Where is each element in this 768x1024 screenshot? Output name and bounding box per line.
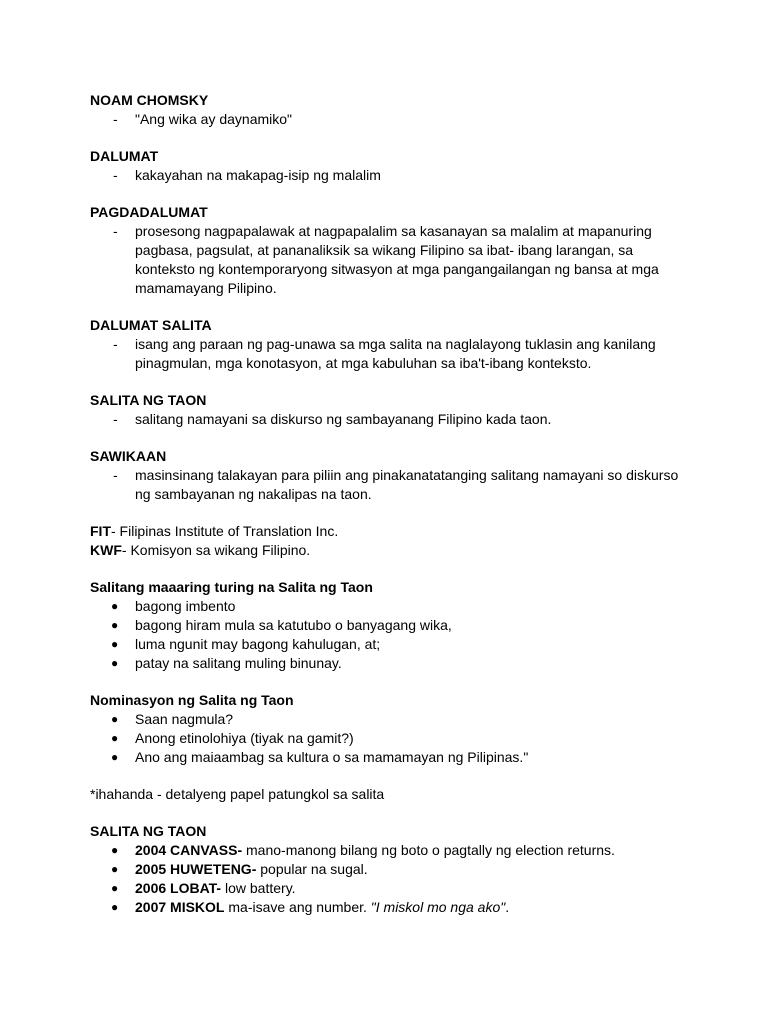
word-year-example: "I miskol mo nga ako" <box>370 899 506 915</box>
abbreviation-definition: - Filipinas Institute of Translation Inc. <box>111 523 339 539</box>
section-words-of-year <box>90 822 690 917</box>
section-heading: Nominasyon ng Salita ng Taon <box>90 692 294 708</box>
section-heading: SALITA NG TAON <box>90 823 207 839</box>
dash-list <box>90 166 690 185</box>
list-item <box>90 729 690 748</box>
list-item <box>90 616 690 635</box>
dash-marker: - <box>113 411 118 427</box>
dash-list <box>90 410 690 429</box>
section-heading: SAWIKAAN <box>90 448 167 464</box>
list-item <box>90 654 690 673</box>
list-item-text: Anong etinolohiya (tiyak na gamit?) <box>135 730 354 746</box>
list-item-text: masinsinang talakayan para piliin ang pinakanatatanging salitang namayani so diskurso ng sambayanan ng nakalipas na taon. <box>135 467 679 502</box>
list-item <box>90 898 690 917</box>
list-item <box>90 710 690 729</box>
section-heading: Salitang maaaring turing na Salita ng Taon <box>90 579 373 595</box>
abbreviation-fit <box>90 522 690 541</box>
list-item-text: "Ang wika ay daynamiko" <box>135 111 293 127</box>
bullet-marker: ● <box>111 712 119 726</box>
section-heading: SALITA NG TAON <box>90 392 207 408</box>
word-year-term: 2007 MISKOL <box>135 899 225 915</box>
list-item-text: prosesong nagpapalawak at nagpapalalim sa kasanayan sa malalim at mapanuring pagbasa, pagsulat, at pananaliksik sa wikang Filipino sa ibat- ibang larangan, sa konteksto ng kontemporaryong sitwasyon at mga pangangailangan ng bansa at mga mamamayang Pilipino. <box>135 223 659 296</box>
section-noam-chomsky <box>90 91 690 129</box>
list-item-text: salitang namayani sa diskurso ng sambayanang Filipino kada taon. <box>135 411 552 427</box>
bullet-marker: ● <box>111 637 119 651</box>
word-year-tail: . <box>505 899 510 915</box>
section-pagdadalumat <box>90 203 690 298</box>
bullet-marker: ● <box>111 862 119 876</box>
abbreviation-definition: - Komisyon sa wikang Filipino. <box>121 542 311 558</box>
dash-list <box>90 466 690 504</box>
section-nomination <box>90 691 690 767</box>
word-year-definition: mano-manong bilang ng boto o pagtally ng election returns. <box>242 842 615 858</box>
note-text: *ihahanda - detalyeng papel patungkol sa salita <box>90 786 385 802</box>
list-item-text: bagong hiram mula sa katutubo o banyagang wika, <box>135 617 452 633</box>
dash-marker: - <box>113 167 118 183</box>
dash-marker: - <box>113 223 118 239</box>
list-item-text: Ano ang maiaambag sa kultura o sa mamamayan ng Pilipinas." <box>135 749 529 765</box>
list-item-text: bagong imbento <box>135 598 236 614</box>
bullet-list <box>90 597 690 673</box>
list-item-text: Saan nagmula? <box>135 711 234 727</box>
bullet-marker: ● <box>111 731 119 745</box>
section-criteria <box>90 578 690 673</box>
word-year-term: 2006 LOBAT- <box>135 880 222 896</box>
list-item-text: luma ngunit may bagong kahulugan, at; <box>135 636 381 652</box>
word-year-definition: low battery. <box>221 880 296 896</box>
section-sawikaan <box>90 447 690 504</box>
word-year-definition: popular na sugal. <box>256 861 368 877</box>
word-year-definition: ma-isave ang number. <box>224 899 371 915</box>
bullet-list <box>90 710 690 767</box>
word-year-term: 2004 CANVASS- <box>135 842 243 858</box>
list-item <box>90 110 690 129</box>
abbreviation-term: FIT <box>90 523 111 539</box>
list-item <box>90 466 690 504</box>
list-item <box>90 166 690 185</box>
list-item <box>90 841 690 860</box>
dash-list <box>90 110 690 129</box>
section-salita-ng-taon-def <box>90 391 690 429</box>
list-item <box>90 335 690 373</box>
list-item <box>90 748 690 767</box>
abbreviations <box>90 522 690 560</box>
list-item <box>90 222 690 298</box>
dash-marker: - <box>113 111 118 127</box>
section-heading: PAGDADALUMAT <box>90 204 208 220</box>
bullet-marker: ● <box>111 750 119 764</box>
section-dalumat-salita <box>90 316 690 373</box>
note-block <box>90 785 690 804</box>
section-heading: NOAM CHOMSKY <box>90 92 209 108</box>
list-item <box>90 635 690 654</box>
list-item-text: patay na salitang muling binunay. <box>135 655 342 671</box>
list-item <box>90 410 690 429</box>
section-dalumat <box>90 147 690 185</box>
list-item-text: isang ang paraan ng pag-unawa sa mga salita na naglalayong tuklasin ang kanilang pinagmulan, mga konotasyon, at mga kabuluhan sa iba't-ibang konteksto. <box>135 336 656 371</box>
section-heading: DALUMAT <box>90 148 159 164</box>
list-item <box>90 879 690 898</box>
bullet-marker: ● <box>111 900 119 914</box>
bullet-marker: ● <box>111 881 119 895</box>
dash-list <box>90 335 690 373</box>
abbreviation-term: KWF <box>90 542 122 558</box>
bullet-marker: ● <box>111 656 119 670</box>
bullet-marker: ● <box>111 599 119 613</box>
list-item <box>90 597 690 616</box>
section-heading: DALUMAT SALITA <box>90 317 212 333</box>
document-page <box>90 91 690 935</box>
abbreviation-kwf <box>90 541 690 560</box>
dash-marker: - <box>113 336 118 352</box>
word-year-term: 2005 HUWETENG- <box>135 861 257 877</box>
list-item-text: kakayahan na makapag-isip ng malalim <box>135 167 381 183</box>
bullet-marker: ● <box>111 843 119 857</box>
bullet-marker: ● <box>111 618 119 632</box>
dash-marker: - <box>113 467 118 483</box>
bullet-list <box>90 841 690 917</box>
list-item <box>90 860 690 879</box>
dash-list <box>90 222 690 298</box>
